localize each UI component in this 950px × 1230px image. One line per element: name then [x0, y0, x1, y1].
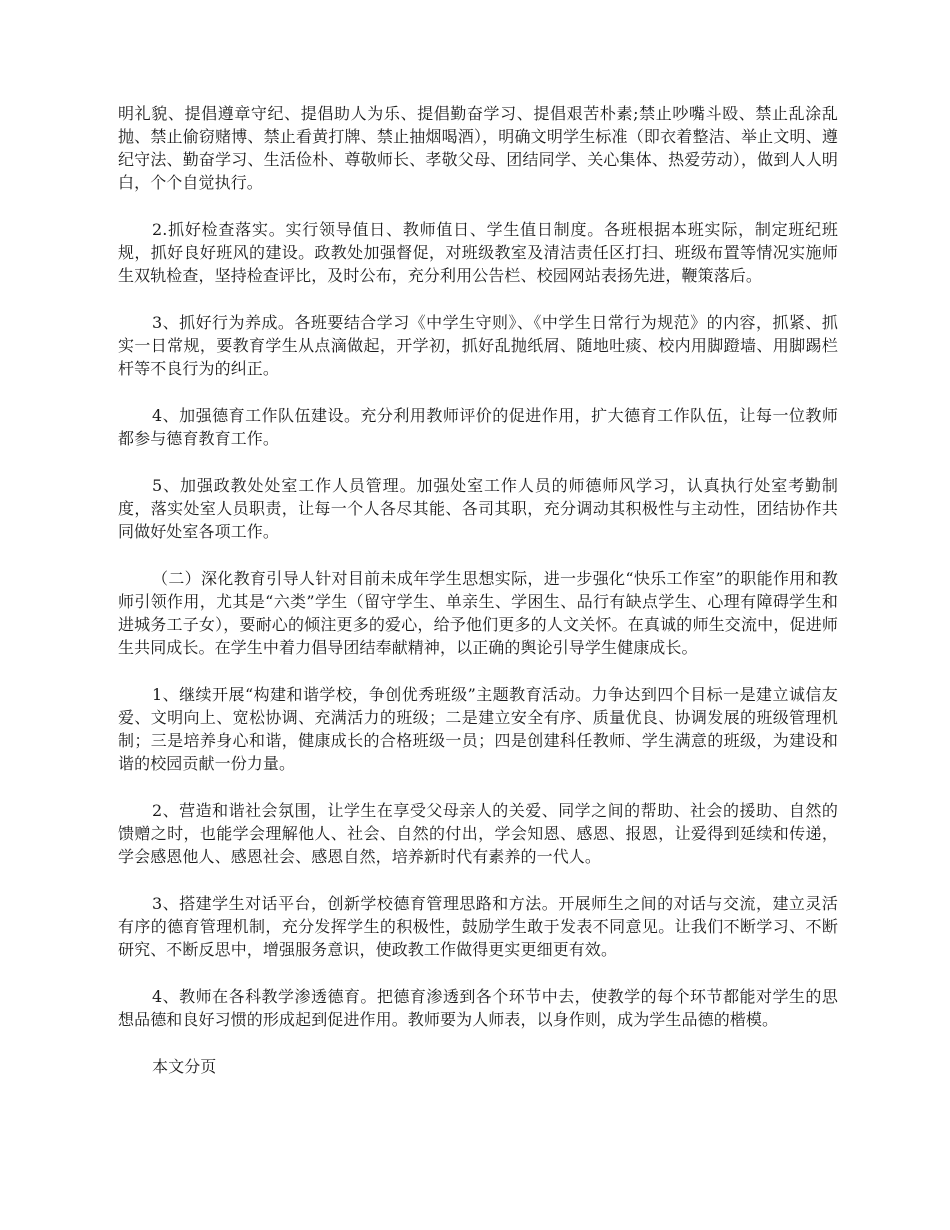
paragraph-8: 2、营造和谐社会氛围，让学生在享受父母亲人的关爱、同学之间的帮助、社会的援助、自然的馈赠之时，也能学会理解他人、社会、自然的付出，学会知恩、感恩、报恩，让爱得到延续和传递，学会感恩他人、感恩社会、感恩自然，培养新时代有素养的一代人。	[118, 801, 838, 866]
paragraph-9: 3、搭建学生对话平台，创新学校德育管理思路和方法。开展师生之间的对话与交流，建立灵活有序的德育管理机制，充分发挥学生的积极性，鼓励学生敢于发表不同意见。让我们不断学习、不断研究、不断反思中，增强服务意识，使政教工作做得更实更细更有效。	[118, 894, 838, 959]
paragraph-4: 4、加强德育工作队伍建设。充分利用教师评价的促进作用，扩大德育工作队伍，让每一位教师都参与德育教育工作。	[118, 406, 838, 448]
paragraph-7: 1、继续开展“构建和谐学校，争创优秀班级”主题教育活动。力争达到四个目标一是建立诚信友爱、文明向上、宽松协调、充满活力的班级；二是建立安全有序、质量优良、协调发展的班级管理机制；三是培养身心和谐，健康成长的合格班级一员；四是创建科任教师、学生满意的班级，为建设和谐的校园贡献一份力量。	[118, 685, 838, 773]
paragraph-2: 2.抓好检查落实。实行领导值日、教师值日、学生值日制度。各班根据本班实际，制定班纪班规，抓好良好班风的建设。政教处加强督促，对班级教室及清洁责任区打扫、班级布置等情况实施师生双轨检查，坚持检查评比，及时公布，充分利用公告栏、校园网站表扬先进，鞭策落后。	[118, 220, 838, 285]
page-split-label: 本文分页	[152, 1057, 217, 1076]
paragraph-10: 4、教师在各科教学渗透德育。把德育渗透到各个环节中去，使教学的每个环节都能对学生的思想品德和良好习惯的形成起到促进作用。教师要为人师表，以身作则，成为学生品德的楷模。	[118, 987, 838, 1029]
paragraph-6: （二）深化教育引导人针对目前未成年学生思想实际，进一步强化“快乐工作室”的职能作用和教师引领作用，尤其是“六类”学生（留守学生、单亲生、学困生、品行有缺点学生、心理有障碍学生和进城务工子女），要耐心的倾注更多的爱心，给予他们更多的人文关怀。在真诚的师生交流中，促进师生共同成长。在学生中着力倡导团结奉献精神，以正确的舆论引导学生健康成长。	[118, 569, 838, 657]
paragraph-1: 明礼貌、提倡遵章守纪、提倡助人为乐、提倡勤奋学习、提倡艰苦朴素;禁止吵嘴斗殴、禁止乱涂乱抛、禁止偷窃赌博、禁止看黄打牌、禁止抽烟喝酒），明确文明学生标准（即衣着整洁、举止文明、遵纪守法、勤奋学习、生活俭朴、尊敬师长、孝敬父母、团结同学、关心集体、热爱劳动），做到人人明白，个个自觉执行。	[118, 104, 838, 192]
paragraph-3: 3、抓好行为养成。各班要结合学习《中学生守则》、《中学生日常行为规范》的内容，抓紧、抓实一日常规，要教育学生从点滴做起，开学初，抓好乱抛纸屑、随地吐痰、校内用脚蹬墙、用脚踢栏杆等不良行为的纠正。	[118, 313, 838, 378]
paragraph-5: 5、加强政教处处室工作人员管理。加强处室工作人员的师德师风学习，认真执行处室考勤制度，落实处室人员职责，让每一个人各尽其能、各司其职，充分调动其积极性与主动性，团结协作共同做好处室各项工作。	[118, 476, 838, 541]
document-page	[118, 102, 838, 1102]
